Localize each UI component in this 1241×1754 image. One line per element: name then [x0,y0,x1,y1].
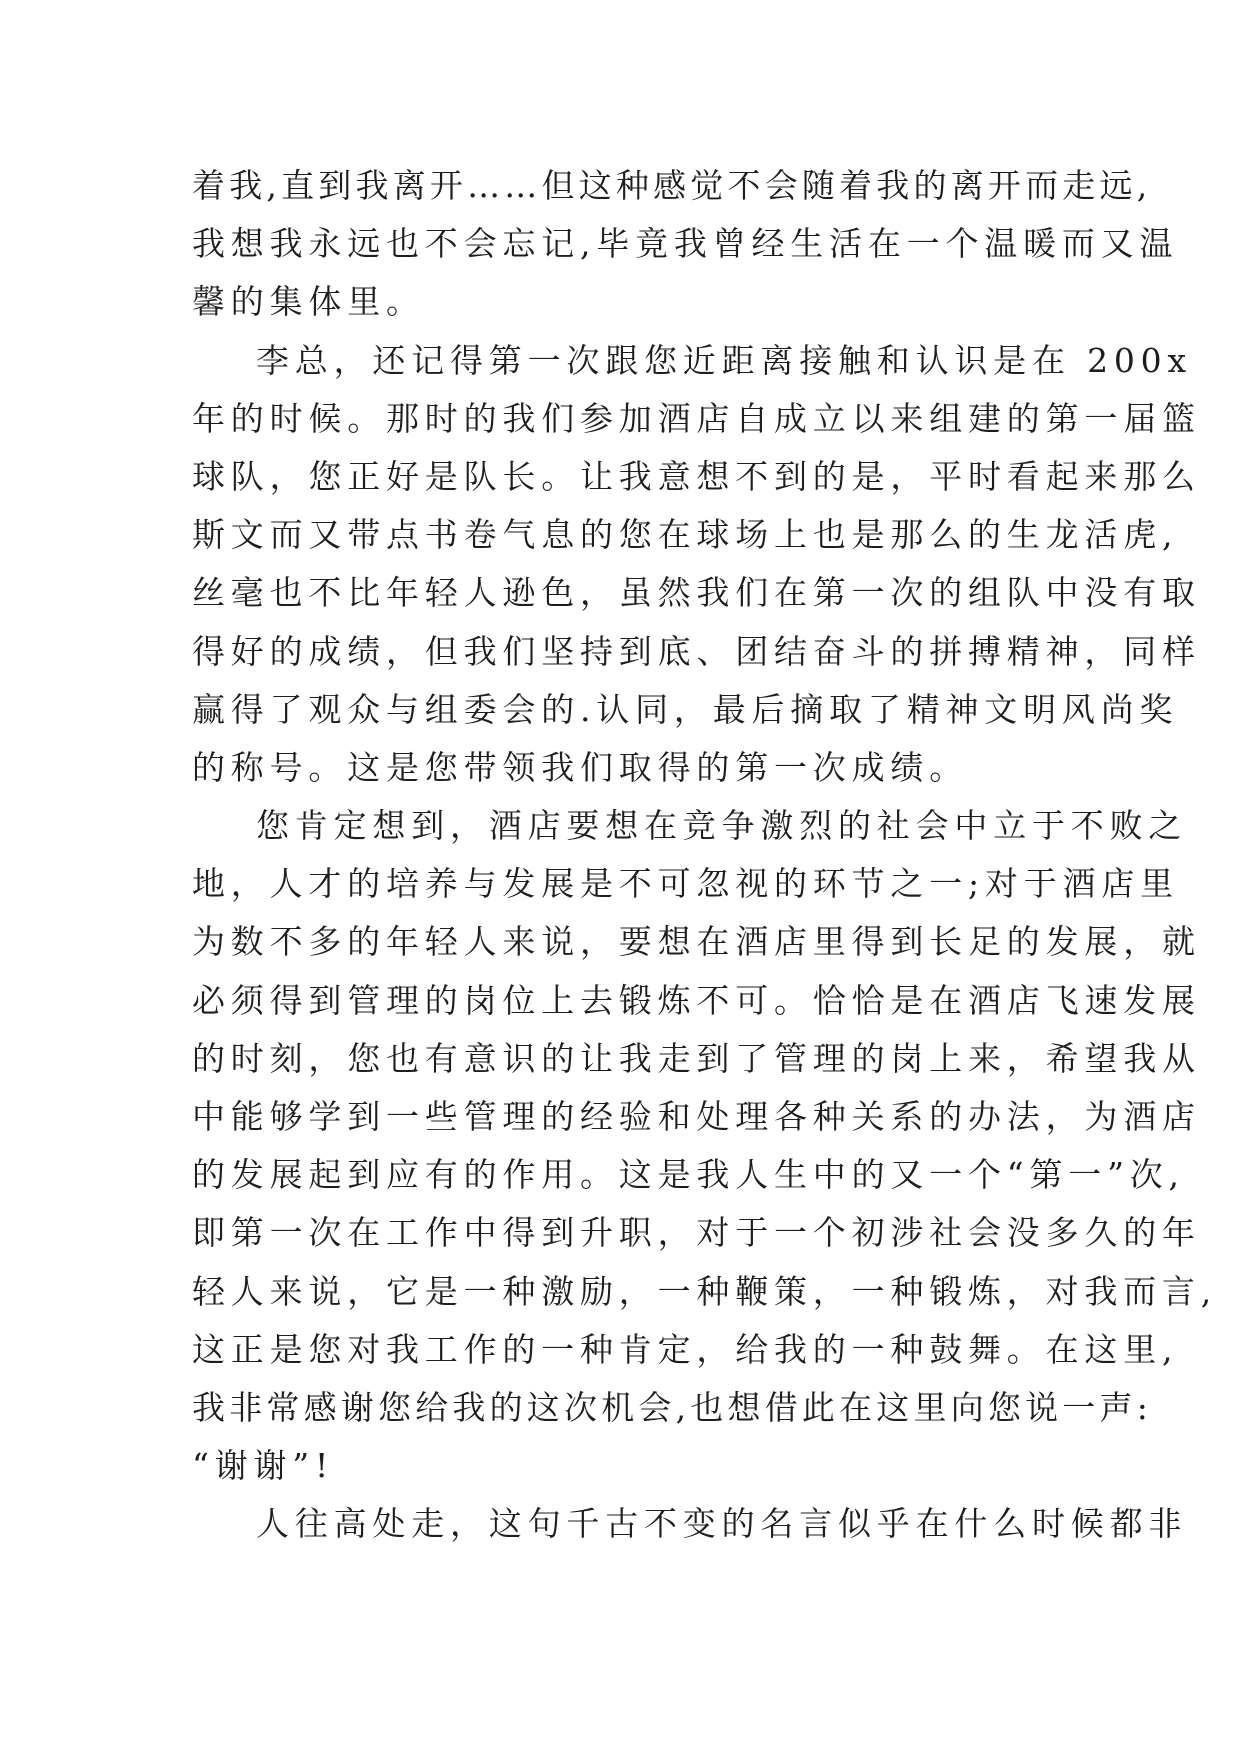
text-line-paragraph-start: 李总，还记得第一次跟您近距离接触和认识是在 200x [256,340,1192,380]
text-line: 必须得到管理的岗位上去锻炼不可。恰恰是在酒店飞速发展 [192,980,1201,1020]
body-text [192,157,1218,1554]
text-line: 这正是您对我工作的一种肯定，给我的一种鼓舞。在这里, [192,1329,1179,1369]
text-line: 的时刻，您也有意识的让我走到了管理的岗上来，希望我从 [192,1038,1201,1078]
text-line: 的称号。这是您带领我们取得的第一次成绩。 [192,747,968,787]
text-line: 赢得了观众与组委会的.认同，最后摘取了精神文明风尚奖 [192,689,1179,729]
text-line: “谢谢”! [192,1446,335,1486]
text-line: 即第一次在工作中得到升职，对于一个初涉社会没多久的年 [192,1213,1201,1253]
text-line: 得好的成绩，但我们坚持到底、团结奋斗的拼搏精神，同样 [192,631,1201,671]
text-line: 球队，您正好是队长。让我意想不到的是，平时看起来那么 [192,456,1201,496]
text-line: 中能够学到一些管理的经验和处理各种关系的办法，为酒店 [192,1097,1201,1136]
text-line: 的发展起到应有的作用。这是我人生中的又一个“第一”次, [192,1155,1185,1195]
text-line: 地，人才的培养与发展是不可忽视的环节之一;对于酒店里 [192,864,1179,904]
text-line: 我非常感谢您给我的这次机会,也想借此在这里向您说一声: [192,1387,1153,1427]
text-line: 为数不多的年轻人来说，要想在酒店里得到长足的发展，就 [192,922,1201,962]
text-line: 年的时候。那时的我们参加酒店自成立以来组建的第一届篮 [192,398,1201,438]
text-line-paragraph-start: 人往高处走，这句千古不变的名言似乎在什么时候都非 [256,1504,1188,1544]
text-line-paragraph-start: 您肯定想到，酒店要想在竞争激烈的社会中立于不败之 [256,806,1188,846]
text-line: 斯文而又带点书卷气息的您在球场上也是那么的生龙活虎, [192,515,1179,555]
text-line: 馨的集体里。 [192,282,425,322]
text-line: 我想我永远也不会忘记,毕竟我曾经生活在一个温暖而又温 [192,224,1179,264]
text-line: 丝毫也不比年轻人逊色，虽然我们在第一次的组队中没有取 [192,573,1201,613]
text-line: 着我,直到我离开……但这种感觉不会随着我的离开而走远, [192,166,1152,205]
text-line: 轻人来说，它是一种激励，一种鞭策，一种锻炼，对我而言, [192,1271,1218,1311]
